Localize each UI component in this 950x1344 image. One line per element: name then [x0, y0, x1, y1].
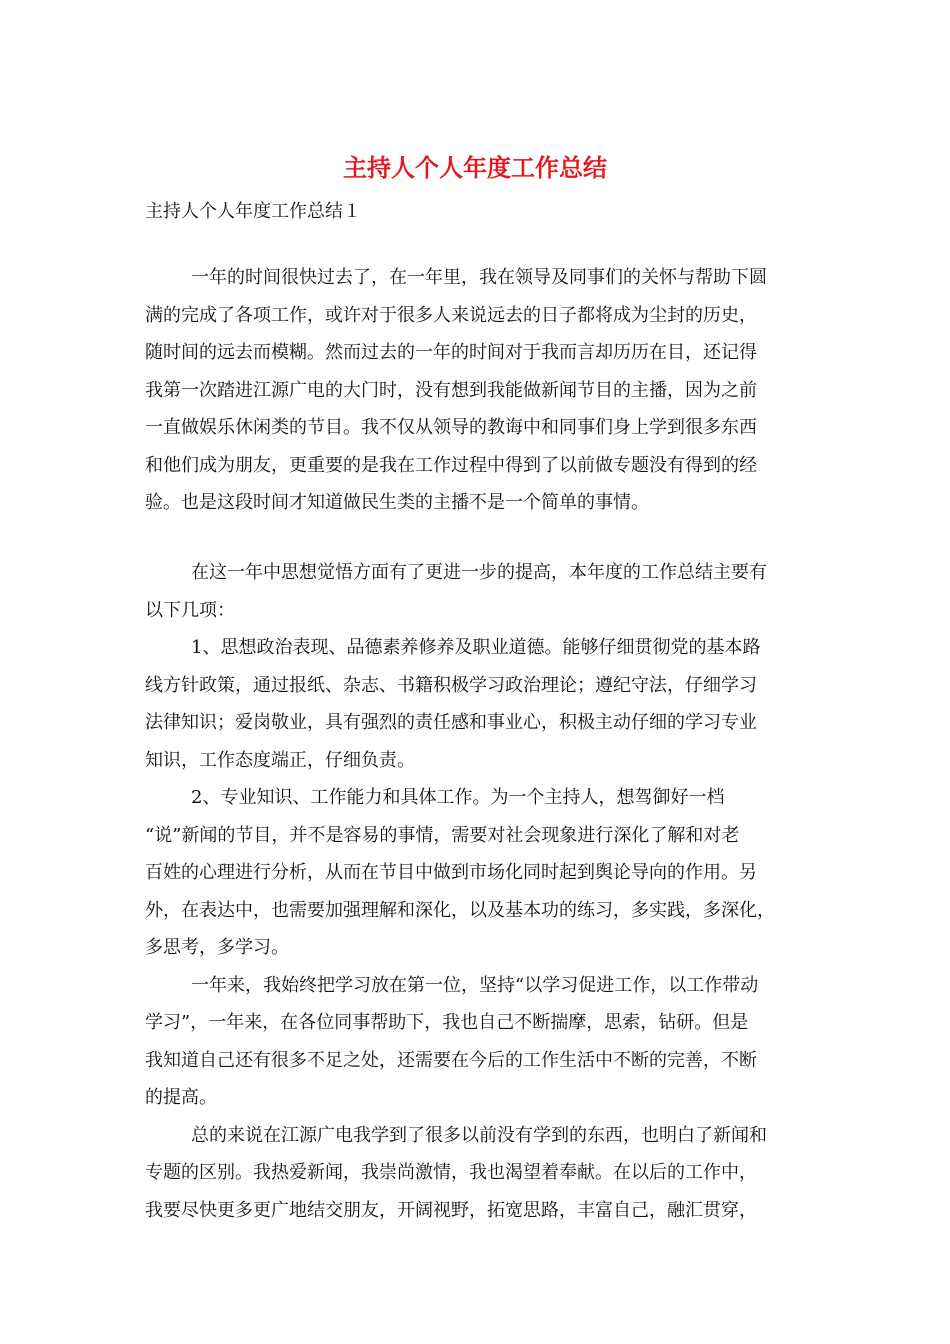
list-item-2: 2、专业知识、工作能力和具体工作。为一个主持人，想驾御好一档	[191, 787, 725, 808]
text-line: 学习”，一年来，在各位同事帮助下，我也自己不断揣摩，思索，钻研。但是	[145, 1012, 749, 1033]
paragraph-intro	[145, 259, 810, 522]
text-line: 多思考，多学习。	[145, 937, 289, 958]
text-line: 和他们成为朋友，更重要的是我在工作过程中得到了以前做专题没有得到的经	[145, 454, 757, 476]
document-subtitle: 主持人个人年度工作总结１	[145, 201, 361, 222]
text-line: 总的来说在江源广电我学到了很多以前没有学到的东西，也明白了新闻和	[191, 1124, 767, 1146]
text-line: 百姓的心理进行分析，从而在节目中做到市场化同时起到舆论导向的作用。另	[145, 862, 757, 883]
summary-section	[145, 554, 810, 1229]
list-item-1: 1、思想政治表现、品德素养修养及职业道德。能够仔细贯彻党的基本路	[191, 637, 761, 658]
text-line: 在这一年中思想觉悟方面有了更进一步的提高，本年度的工作总结主要有	[191, 562, 767, 583]
text-line: 验。也是这段时间才知道做民生类的主播不是一个简单的事情。	[145, 492, 649, 513]
text-line: 我要尽快更多更广地结交朋友，开阔视野，拓宽思路，丰富自己，融汇贯穿，	[145, 1199, 757, 1221]
text-line: 知识，工作态度端正，仔细负责。	[145, 749, 415, 771]
text-line: 随时间的远去而模糊。然而过去的一年的时间对于我而言却历历在目，还记得	[145, 342, 757, 363]
text-line: 专题的区别。我热爱新闻，我崇尚激情，我也渴望着奉献。在以后的工作中，	[145, 1162, 757, 1183]
text-line: 以下几项：	[145, 599, 235, 621]
text-line: 的提高。	[145, 1087, 217, 1108]
text-line: 法律知识；爱岗敬业，具有强烈的责任感和事业心，积极主动仔细的学习专业	[145, 712, 757, 733]
text-line: 外，在表达中，也需要加强理解和深化，以及基本功的练习，多实践，多深化，	[145, 899, 775, 921]
document-title: 主持人个人年度工作总结	[343, 153, 607, 182]
text-line: 我第一次踏进江源广电的大门时，没有想到我能做新闻节目的主播，因为之前	[145, 379, 757, 401]
text-line: “说”新闻的节目，并不是容易的事情，需要对社会现象进行深化了解和对老	[145, 824, 740, 846]
text-line: 满的完成了各项工作，或许对于很多人来说远去的日子都将成为尘封的历史，	[145, 304, 757, 326]
text-line: 一年的时间很快过去了，在一年里，我在领导及同事们的关怀与帮助下圆	[191, 267, 767, 288]
text-line: 一直做娱乐休闲类的节目。我不仅从领导的教诲中和同事们身上学到很多东西	[145, 417, 757, 438]
text-line: 线方针政策，通过报纸、杂志、书籍积极学习政治理论；遵纪守法，仔细学习	[145, 674, 757, 696]
text-line: 一年来，我始终把学习放在第一位，坚持“以学习促进工作，以工作带动	[191, 974, 759, 996]
text-line: 我知道自己还有很多不足之处，还需要在今后的工作生活中不断的完善，不断	[145, 1049, 757, 1071]
